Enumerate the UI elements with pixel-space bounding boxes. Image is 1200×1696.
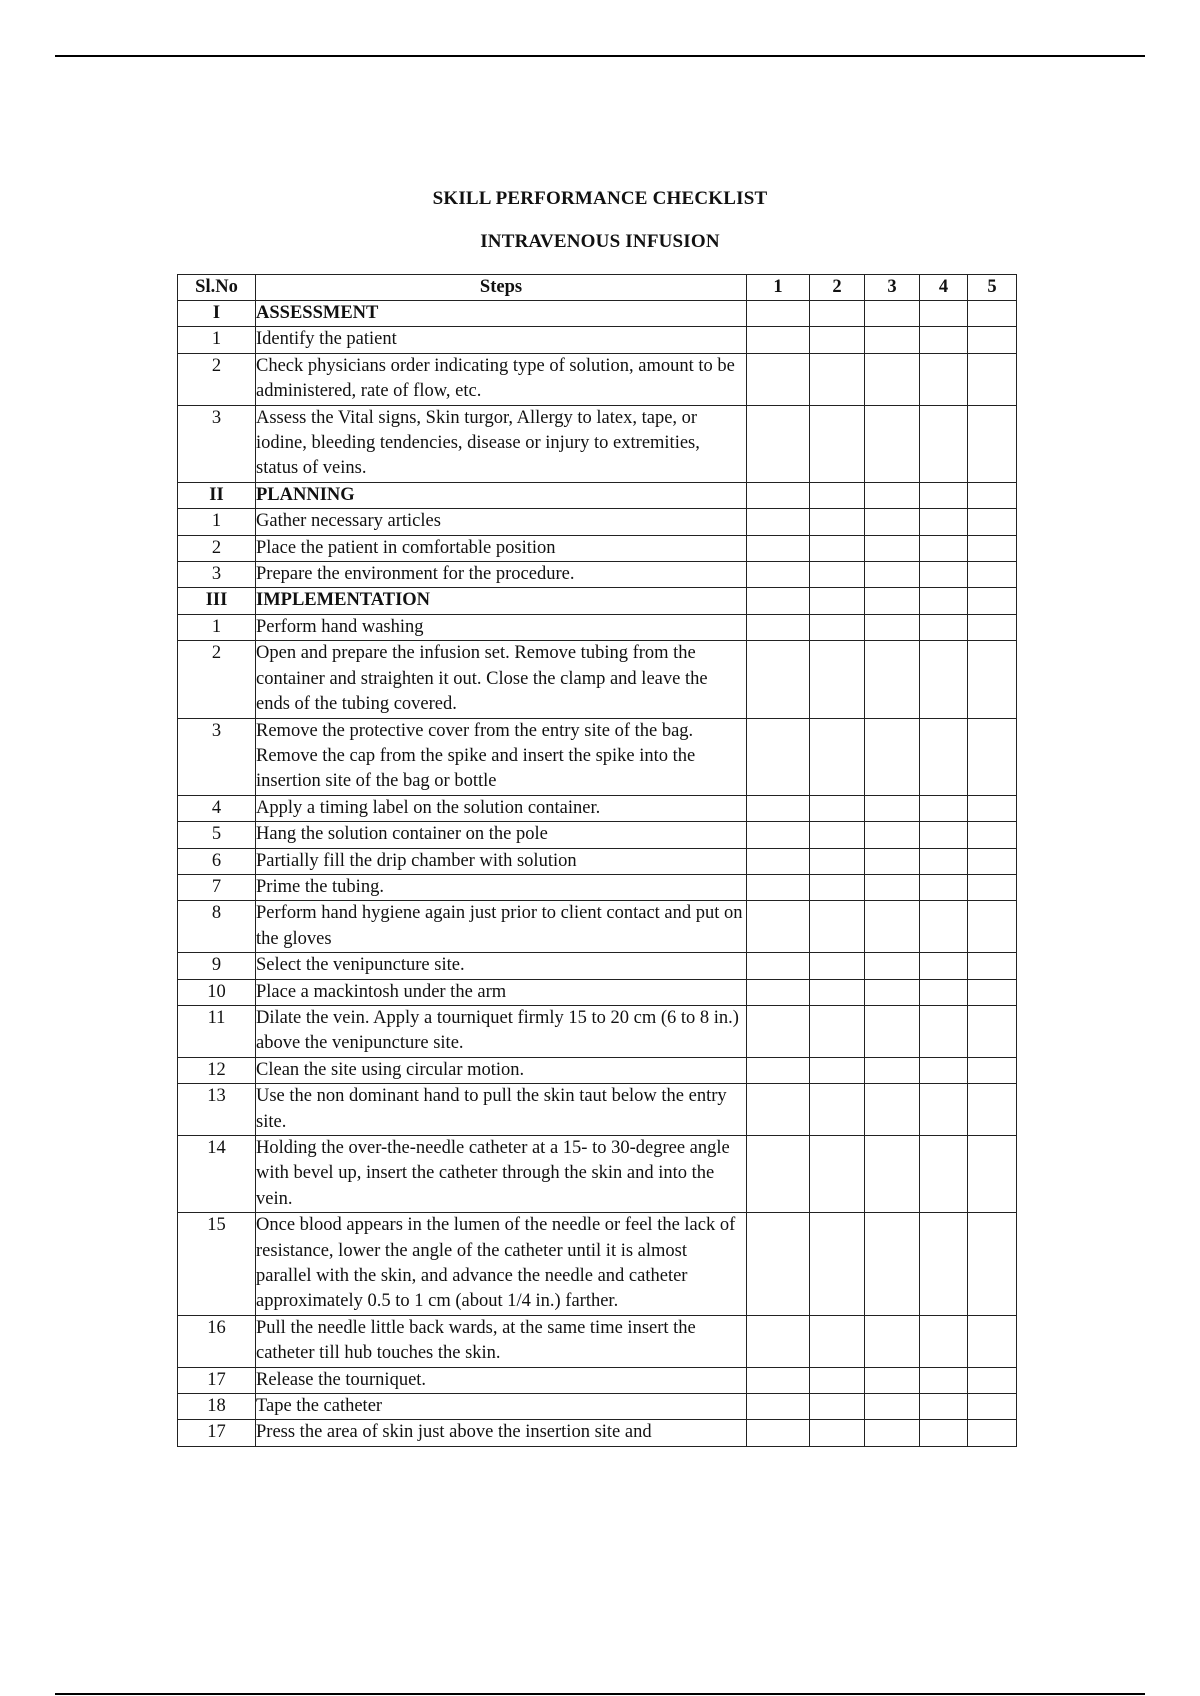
score-cell-5[interactable]: [968, 953, 1017, 979]
step-text: Gather necessary articles: [256, 509, 747, 535]
score-cell-3[interactable]: [865, 641, 920, 718]
score-cell-1[interactable]: [747, 1315, 810, 1367]
score-cell-5[interactable]: [968, 1420, 1017, 1446]
row-number: 2: [178, 641, 256, 718]
score-cell-1[interactable]: [747, 301, 810, 327]
score-cell-4[interactable]: [920, 953, 968, 979]
step-text: Perform hand hygiene again just prior to client contact and put on the gloves: [256, 901, 747, 953]
score-cell-1[interactable]: [747, 848, 810, 874]
score-cell-5[interactable]: [968, 641, 1017, 718]
row-number: 17: [178, 1420, 256, 1446]
step-text: Pull the needle little back wards, at the same time insert the catheter till hub touches the skin.: [256, 1315, 747, 1367]
score-cell-5[interactable]: [968, 353, 1017, 405]
score-cell-1[interactable]: [747, 327, 810, 353]
table-row: [178, 327, 1017, 353]
score-cell-2[interactable]: [810, 482, 865, 508]
col-header-slno: Sl.No: [178, 275, 256, 301]
score-cell-5[interactable]: [968, 562, 1017, 588]
score-cell-2[interactable]: [810, 641, 865, 718]
col-header-score-5: 5: [968, 275, 1017, 301]
row-number: 3: [178, 718, 256, 795]
score-cell-1[interactable]: [747, 901, 810, 953]
score-cell-4[interactable]: [920, 301, 968, 327]
document-subtitle: INTRAVENOUS INFUSION: [480, 231, 720, 252]
score-cell-4[interactable]: [920, 1420, 968, 1446]
score-cell-2[interactable]: [810, 301, 865, 327]
score-cell-2[interactable]: [810, 1394, 865, 1420]
table-row: [178, 1394, 1017, 1420]
table-row: [178, 848, 1017, 874]
step-text: Remove the protective cover from the entry site of the bag. Remove the cap from the spike and insert the spike into the insertion site of the bag or bottle: [256, 718, 747, 795]
score-cell-2[interactable]: [810, 327, 865, 353]
score-cell-3[interactable]: [865, 562, 920, 588]
col-header-score-1: 1: [747, 275, 810, 301]
score-cell-1[interactable]: [747, 509, 810, 535]
step-text: Holding the over-the-needle catheter at a 15- to 30-degree angle with bevel up, insert the catheter through the skin and into the vein.: [256, 1136, 747, 1213]
checklist-table: [177, 274, 1017, 1447]
score-cell-2[interactable]: [810, 353, 865, 405]
table-row: [178, 874, 1017, 900]
row-number: 4: [178, 795, 256, 821]
score-cell-3[interactable]: [865, 1394, 920, 1420]
score-cell-1[interactable]: [747, 822, 810, 848]
score-cell-4[interactable]: [920, 901, 968, 953]
score-cell-5[interactable]: [968, 718, 1017, 795]
score-cell-4[interactable]: [920, 848, 968, 874]
step-text: Prime the tubing.: [256, 874, 747, 900]
score-cell-3[interactable]: [865, 1057, 920, 1083]
table-row: [178, 718, 1017, 795]
bottom-rule: [55, 1693, 1145, 1695]
score-cell-1[interactable]: [747, 1213, 810, 1316]
step-text: Partially fill the drip chamber with solution: [256, 848, 747, 874]
score-cell-1[interactable]: [747, 795, 810, 821]
row-number: 18: [178, 1394, 256, 1420]
table-row: [178, 1420, 1017, 1446]
score-cell-3[interactable]: [865, 353, 920, 405]
score-cell-2[interactable]: [810, 953, 865, 979]
score-cell-2[interactable]: [810, 1367, 865, 1393]
score-cell-2[interactable]: [810, 1005, 865, 1057]
table-row: [178, 509, 1017, 535]
score-cell-2[interactable]: [810, 979, 865, 1005]
score-cell-3[interactable]: [865, 614, 920, 640]
score-cell-1[interactable]: [747, 1367, 810, 1393]
row-number: 11: [178, 1005, 256, 1057]
score-cell-1[interactable]: [747, 953, 810, 979]
score-cell-1[interactable]: [747, 1057, 810, 1083]
score-cell-1[interactable]: [747, 405, 810, 482]
row-number: 1: [178, 509, 256, 535]
score-cell-2[interactable]: [810, 848, 865, 874]
document-title: SKILL PERFORMANCE CHECKLIST: [432, 188, 768, 209]
row-number: 3: [178, 405, 256, 482]
score-cell-5[interactable]: [968, 405, 1017, 482]
score-cell-1[interactable]: [747, 1084, 810, 1136]
row-number: 3: [178, 562, 256, 588]
score-cell-1[interactable]: [747, 562, 810, 588]
section-row: [178, 301, 1017, 327]
score-cell-4[interactable]: [920, 874, 968, 900]
table-row: [178, 535, 1017, 561]
score-cell-4[interactable]: [920, 1315, 968, 1367]
score-cell-5[interactable]: [968, 848, 1017, 874]
score-cell-5[interactable]: [968, 1057, 1017, 1083]
table-row: [178, 1084, 1017, 1136]
score-cell-4[interactable]: [920, 979, 968, 1005]
step-text: Use the non dominant hand to pull the skin taut below the entry site.: [256, 1084, 747, 1136]
step-text: Clean the site using circular motion.: [256, 1057, 747, 1083]
score-cell-5[interactable]: [968, 1315, 1017, 1367]
score-cell-4[interactable]: [920, 509, 968, 535]
score-cell-4[interactable]: [920, 535, 968, 561]
score-cell-5[interactable]: [968, 1136, 1017, 1213]
row-number: 2: [178, 535, 256, 561]
score-cell-1[interactable]: [747, 353, 810, 405]
section-heading: PLANNING: [256, 482, 747, 508]
score-cell-1[interactable]: [747, 588, 810, 614]
score-cell-4[interactable]: [920, 482, 968, 508]
score-cell-4[interactable]: [920, 1394, 968, 1420]
score-cell-1[interactable]: [747, 1420, 810, 1446]
score-cell-1[interactable]: [747, 1136, 810, 1213]
table-row: [178, 1057, 1017, 1083]
score-cell-2[interactable]: [810, 1213, 865, 1316]
score-cell-2[interactable]: [810, 718, 865, 795]
table-row: [178, 614, 1017, 640]
score-cell-5[interactable]: [968, 327, 1017, 353]
score-cell-1[interactable]: [747, 614, 810, 640]
table-row: [178, 353, 1017, 405]
score-cell-3[interactable]: [865, 327, 920, 353]
score-cell-4[interactable]: [920, 353, 968, 405]
score-cell-1[interactable]: [747, 1394, 810, 1420]
score-cell-4[interactable]: [920, 641, 968, 718]
row-number: 8: [178, 901, 256, 953]
score-cell-4[interactable]: [920, 1084, 968, 1136]
score-cell-2[interactable]: [810, 1057, 865, 1083]
step-text: Perform hand washing: [256, 614, 747, 640]
step-text: Apply a timing label on the solution container.: [256, 795, 747, 821]
score-cell-5[interactable]: [968, 1367, 1017, 1393]
step-text: Identify the patient: [256, 327, 747, 353]
score-cell-1[interactable]: [747, 482, 810, 508]
col-header-steps: Steps: [256, 275, 747, 301]
score-cell-2[interactable]: [810, 1136, 865, 1213]
score-cell-5[interactable]: [968, 535, 1017, 561]
step-text: Dilate the vein. Apply a tourniquet firmly 15 to 20 cm (6 to 8 in.) above the venipuncture site.: [256, 1005, 747, 1057]
top-rule: [55, 55, 1145, 57]
score-cell-2[interactable]: [810, 1084, 865, 1136]
score-cell-3[interactable]: [865, 979, 920, 1005]
table-row: [178, 953, 1017, 979]
table-row: [178, 822, 1017, 848]
score-cell-2[interactable]: [810, 1420, 865, 1446]
score-cell-2[interactable]: [810, 795, 865, 821]
score-cell-1[interactable]: [747, 535, 810, 561]
score-cell-4[interactable]: [920, 1005, 968, 1057]
row-number: 12: [178, 1057, 256, 1083]
score-cell-4[interactable]: [920, 562, 968, 588]
score-cell-3[interactable]: [865, 301, 920, 327]
score-cell-5[interactable]: [968, 1005, 1017, 1057]
score-cell-3[interactable]: [865, 588, 920, 614]
score-cell-3[interactable]: [865, 1213, 920, 1316]
table-row: [178, 795, 1017, 821]
score-cell-5[interactable]: [968, 1394, 1017, 1420]
table-row: [178, 1136, 1017, 1213]
score-cell-3[interactable]: [865, 1315, 920, 1367]
score-cell-4[interactable]: [920, 1136, 968, 1213]
section-heading: IMPLEMENTATION: [256, 588, 747, 614]
score-cell-3[interactable]: [865, 1420, 920, 1446]
score-cell-4[interactable]: [920, 822, 968, 848]
score-cell-4[interactable]: [920, 795, 968, 821]
score-cell-3[interactable]: [865, 795, 920, 821]
table-row: [178, 405, 1017, 482]
score-cell-2[interactable]: [810, 874, 865, 900]
col-header-score-3: 3: [865, 275, 920, 301]
score-cell-2[interactable]: [810, 901, 865, 953]
step-text: Once blood appears in the lumen of the needle or feel the lack of resistance, lower the angle of the catheter until it is almost parallel with the skin, and advance the needle and catheter approximately 0.5 to 1 cm (about 1/4 in.) farther.: [256, 1213, 747, 1316]
step-text: Place the patient in comfortable position: [256, 535, 747, 561]
score-cell-5[interactable]: [968, 482, 1017, 508]
step-text: Select the venipuncture site.: [256, 953, 747, 979]
score-cell-1[interactable]: [747, 1005, 810, 1057]
row-number: 1: [178, 327, 256, 353]
score-cell-4[interactable]: [920, 1057, 968, 1083]
row-number: 1: [178, 614, 256, 640]
score-cell-2[interactable]: [810, 562, 865, 588]
score-cell-3[interactable]: [865, 822, 920, 848]
table-row: [178, 641, 1017, 718]
table-row: [178, 562, 1017, 588]
row-number: III: [178, 588, 256, 614]
score-cell-5[interactable]: [968, 901, 1017, 953]
table-row: [178, 979, 1017, 1005]
step-text: Release the tourniquet.: [256, 1367, 747, 1393]
section-heading: ASSESSMENT: [256, 301, 747, 327]
score-cell-4[interactable]: [920, 1213, 968, 1316]
step-text: Place a mackintosh under the arm: [256, 979, 747, 1005]
score-cell-5[interactable]: [968, 301, 1017, 327]
row-number: 10: [178, 979, 256, 1005]
score-cell-3[interactable]: [865, 901, 920, 953]
score-cell-3[interactable]: [865, 535, 920, 561]
score-cell-5[interactable]: [968, 1084, 1017, 1136]
row-number: 17: [178, 1367, 256, 1393]
score-cell-3[interactable]: [865, 718, 920, 795]
score-cell-2[interactable]: [810, 535, 865, 561]
score-cell-3[interactable]: [865, 482, 920, 508]
score-cell-5[interactable]: [968, 822, 1017, 848]
step-text: Hang the solution container on the pole: [256, 822, 747, 848]
checklist-body: [178, 301, 1017, 1447]
score-cell-3[interactable]: [865, 405, 920, 482]
score-cell-5[interactable]: [968, 795, 1017, 821]
row-number: 9: [178, 953, 256, 979]
row-number: II: [178, 482, 256, 508]
col-header-score-2: 2: [810, 275, 865, 301]
score-cell-3[interactable]: [865, 509, 920, 535]
row-number: 15: [178, 1213, 256, 1316]
row-number: 13: [178, 1084, 256, 1136]
table-row: [178, 1315, 1017, 1367]
score-cell-5[interactable]: [968, 614, 1017, 640]
row-number: 5: [178, 822, 256, 848]
row-number: I: [178, 301, 256, 327]
table-row: [178, 1367, 1017, 1393]
row-number: 6: [178, 848, 256, 874]
section-row: [178, 588, 1017, 614]
step-text: Check physicians order indicating type of solution, amount to be administered, rate of flow, etc.: [256, 353, 747, 405]
score-cell-2[interactable]: [810, 405, 865, 482]
score-cell-1[interactable]: [747, 641, 810, 718]
score-cell-5[interactable]: [968, 1213, 1017, 1316]
step-text: Prepare the environment for the procedure.: [256, 562, 747, 588]
score-cell-4[interactable]: [920, 327, 968, 353]
score-cell-1[interactable]: [747, 718, 810, 795]
step-text: Assess the Vital signs, Skin turgor, Allergy to latex, tape, or iodine, bleeding tendencies, disease or injury to extremities, status of veins.: [256, 405, 747, 482]
col-header-score-4: 4: [920, 275, 968, 301]
score-cell-4[interactable]: [920, 588, 968, 614]
score-cell-2[interactable]: [810, 614, 865, 640]
score-cell-5[interactable]: [968, 979, 1017, 1005]
step-text: Tape the catheter: [256, 1394, 747, 1420]
table-row: [178, 1005, 1017, 1057]
score-cell-1[interactable]: [747, 979, 810, 1005]
score-cell-3[interactable]: [865, 1136, 920, 1213]
score-cell-2[interactable]: [810, 1315, 865, 1367]
row-number: 2: [178, 353, 256, 405]
step-text: Open and prepare the infusion set. Remove tubing from the container and straighten it out. Close the clamp and leave the ends of the tubing covered.: [256, 641, 747, 718]
table-row: [178, 901, 1017, 953]
row-number: 7: [178, 874, 256, 900]
score-cell-4[interactable]: [920, 614, 968, 640]
header-row: [178, 275, 1017, 301]
score-cell-5[interactable]: [968, 874, 1017, 900]
score-cell-2[interactable]: [810, 509, 865, 535]
score-cell-3[interactable]: [865, 953, 920, 979]
score-cell-3[interactable]: [865, 1084, 920, 1136]
table-row: [178, 1213, 1017, 1316]
score-cell-4[interactable]: [920, 1367, 968, 1393]
row-number: 16: [178, 1315, 256, 1367]
score-cell-4[interactable]: [920, 718, 968, 795]
score-cell-3[interactable]: [865, 1367, 920, 1393]
row-number: 14: [178, 1136, 256, 1213]
step-text: Press the area of skin just above the insertion site and: [256, 1420, 747, 1446]
score-cell-3[interactable]: [865, 874, 920, 900]
score-cell-3[interactable]: [865, 1005, 920, 1057]
section-row: [178, 482, 1017, 508]
score-cell-2[interactable]: [810, 822, 865, 848]
score-cell-4[interactable]: [920, 405, 968, 482]
score-cell-5[interactable]: [968, 588, 1017, 614]
score-cell-1[interactable]: [747, 874, 810, 900]
score-cell-5[interactable]: [968, 509, 1017, 535]
score-cell-2[interactable]: [810, 588, 865, 614]
score-cell-3[interactable]: [865, 848, 920, 874]
